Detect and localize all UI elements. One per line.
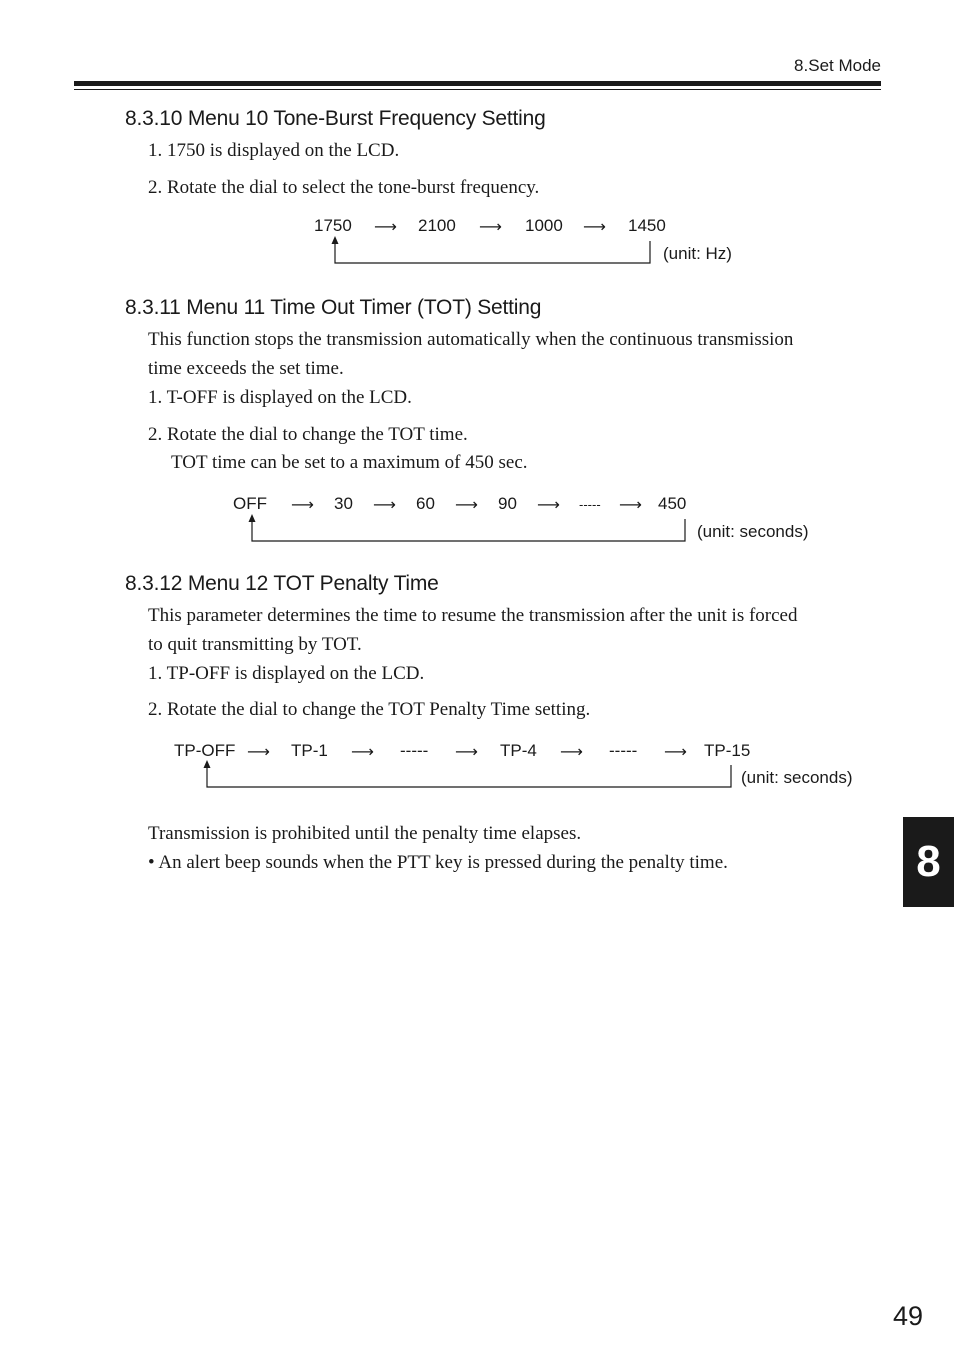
arrow-right-icon: ⟶ bbox=[247, 742, 270, 761]
sequence-item: TP-15 bbox=[704, 741, 751, 760]
sequence-item: 30 bbox=[334, 494, 353, 513]
arrow-right-icon: ⟶ bbox=[560, 742, 583, 761]
menu-11-step-2: 2. Rotate the dial to change the TOT time. bbox=[148, 424, 468, 445]
arrow-right-icon: ⟶ bbox=[373, 495, 396, 514]
loop-line-menu-10 bbox=[335, 240, 650, 263]
sequence-item: ----- bbox=[579, 497, 601, 512]
sequence-item: TP-1 bbox=[291, 741, 328, 760]
sequence-item: TP-4 bbox=[500, 741, 537, 760]
loop-line-menu-11 bbox=[252, 518, 685, 541]
arrow-right-icon: ⟶ bbox=[619, 495, 642, 514]
sequence-item: 450 bbox=[658, 494, 687, 513]
arrow-right-icon: ⟶ bbox=[583, 217, 606, 236]
arrow-right-icon: ⟶ bbox=[455, 742, 478, 761]
sequence-item: OFF bbox=[233, 494, 267, 513]
sequence-item: ----- bbox=[400, 741, 429, 760]
running-header: 8.Set Mode bbox=[794, 56, 881, 75]
section-title-menu-10: 8.3.10 Menu 10 Tone-Burst Frequency Setting bbox=[125, 107, 546, 130]
sequence-unit: (unit: Hz) bbox=[663, 244, 732, 263]
menu-12-note-2: • An alert beep sounds when the PTT key is pressed during the penalty time. bbox=[148, 852, 728, 873]
sequence-item: 2100 bbox=[418, 216, 456, 235]
menu-12-note-1: Transmission is prohibited until the penalty time elapses. bbox=[148, 823, 582, 844]
page-number: 49 bbox=[892, 1301, 923, 1331]
arrow-right-icon: ⟶ bbox=[664, 742, 687, 761]
loop-arrowhead-icon bbox=[249, 514, 256, 522]
menu-12-step-1: 1. TP-OFF is displayed on the LCD. bbox=[148, 663, 425, 684]
menu-12-step-2: 2. Rotate the dial to change the TOT Penalty Time setting. bbox=[148, 699, 591, 720]
chapter-tab bbox=[903, 817, 954, 907]
arrow-right-icon: ⟶ bbox=[351, 742, 374, 761]
sequence-unit: (unit: seconds) bbox=[741, 768, 853, 787]
chapter-tab-label: 8 bbox=[916, 837, 941, 886]
sequence-unit: (unit: seconds) bbox=[697, 522, 809, 541]
menu-10-step-1: 1. 1750 is displayed on the LCD. bbox=[148, 140, 400, 161]
sequence-item: 1000 bbox=[525, 216, 563, 235]
menu-12-intro-line-2: to quit transmitting by TOT. bbox=[148, 634, 362, 655]
sequence-item: 90 bbox=[498, 494, 517, 513]
arrow-right-icon: ⟶ bbox=[537, 495, 560, 514]
sequence-item: 60 bbox=[416, 494, 435, 513]
sequence-item: 1450 bbox=[628, 216, 666, 235]
loop-arrowhead-icon bbox=[332, 236, 339, 244]
menu-11-intro-line-2: time exceeds the set time. bbox=[148, 358, 344, 379]
menu-11-intro-line-1: This function stops the transmission automatically when the continuous transmission bbox=[148, 329, 794, 350]
sequence-item: TP-OFF bbox=[174, 741, 236, 760]
menu-11-step-1: 1. T-OFF is displayed on the LCD. bbox=[148, 387, 412, 408]
arrow-right-icon: ⟶ bbox=[455, 495, 478, 514]
arrow-right-icon: ⟶ bbox=[479, 217, 502, 236]
sequence-item: 1750 bbox=[314, 216, 352, 235]
loop-line-menu-12 bbox=[207, 764, 731, 787]
menu-11-step-2-note: TOT time can be set to a maximum of 450 sec. bbox=[171, 452, 528, 473]
menu-12-intro-line-1: This parameter determines the time to resume the transmission after the unit is forced bbox=[148, 605, 798, 626]
arrow-right-icon: ⟶ bbox=[291, 495, 314, 514]
sequence-item: ----- bbox=[609, 741, 638, 760]
section-title-menu-12: 8.3.12 Menu 12 TOT Penalty Time bbox=[125, 572, 439, 595]
section-title-menu-11: 8.3.11 Menu 11 Time Out Timer (TOT) Setting bbox=[125, 296, 542, 319]
arrow-right-icon: ⟶ bbox=[374, 217, 397, 236]
loop-arrowhead-icon bbox=[204, 760, 211, 768]
menu-10-step-2: 2. Rotate the dial to select the tone-burst frequency. bbox=[148, 177, 540, 198]
